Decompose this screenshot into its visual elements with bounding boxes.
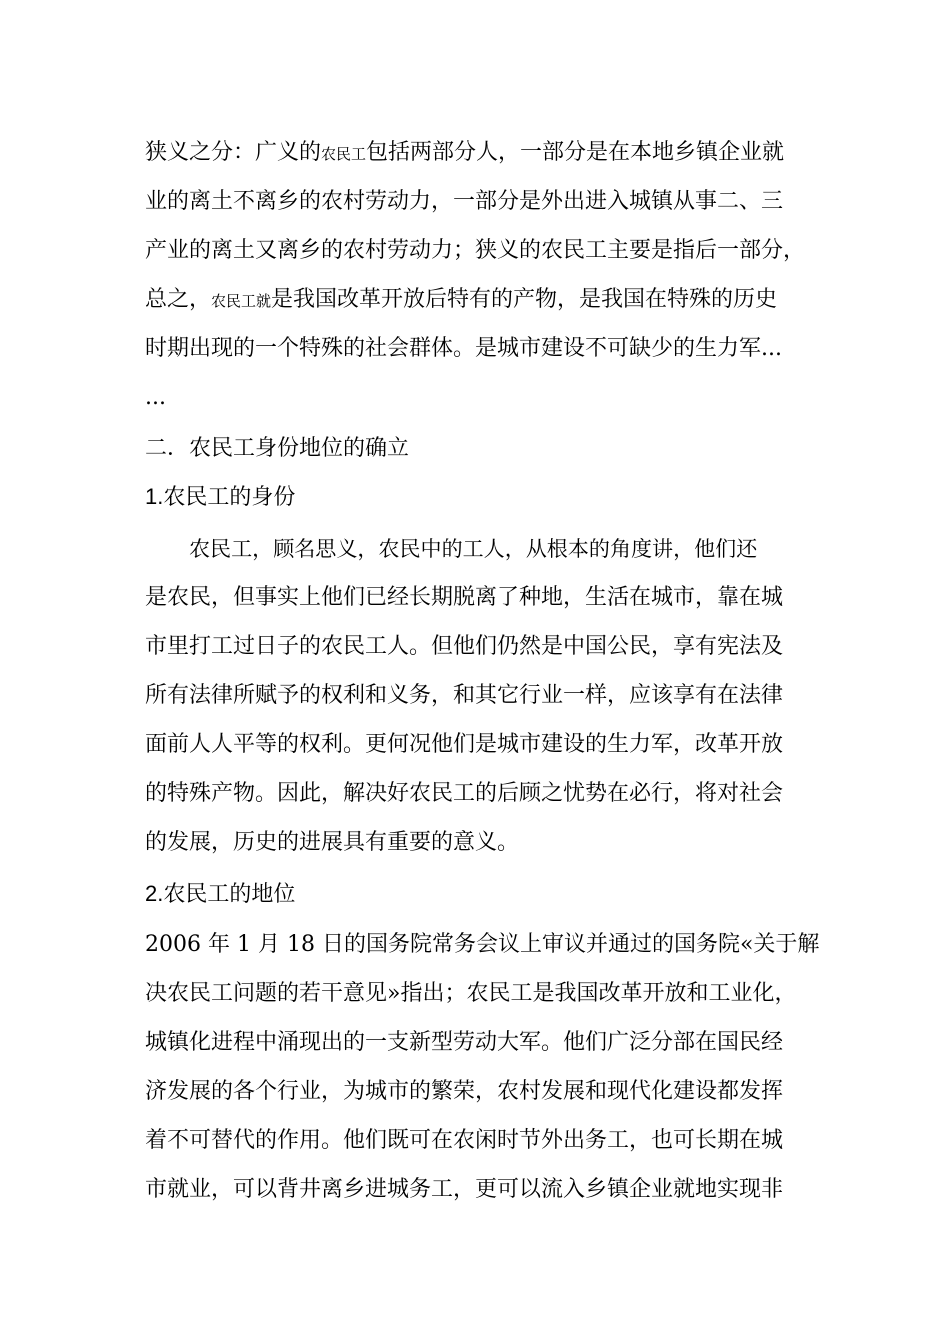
body-line: 2006 年 1 月 18 日的国务院常务会议上审议并通过的国务院«关于解 bbox=[145, 932, 820, 957]
body-line: 的发展，历史的进展具有重要的意义。 bbox=[145, 830, 520, 855]
body-line: 是农民，但事实上他们已经长期脱离了种地，生活在城市，靠在城 bbox=[145, 585, 784, 610]
subsection-heading-2: 2.农民工的地位 bbox=[145, 881, 296, 906]
paragraph-line-4 bbox=[145, 275, 825, 324]
paragraph-line-2: 业的离土不离乡的农村劳动力，一部分是外出进入城镇从事二、三 bbox=[145, 189, 784, 214]
body-line: 济发展的各个行业，为城市的繁荣，农村发展和现代化建设都发挥 bbox=[145, 1079, 784, 1104]
paragraph-line-5: 时期出现的一个特殊的社会群体。是城市建设不可缺少的生力军... bbox=[145, 336, 782, 361]
text-span: 是我国改革开放后特有的产物，是我国在特殊的历史 bbox=[271, 287, 778, 312]
text-span: 狭义之分：广义的 bbox=[145, 140, 322, 165]
body-line: 农民工，顾名思义，农民中的工人，从根本的角度讲，他们还 bbox=[189, 536, 758, 561]
body-line: 的特殊产物。因此，解决好农民工的后顾之忧势在必行，将对社会 bbox=[145, 781, 784, 806]
paragraph-line-6: ... bbox=[145, 385, 166, 410]
body-line: 市里打工过日子的农民工人。但他们仍然是中国公民，享有宪法及 bbox=[145, 634, 784, 659]
text-span: 总之， bbox=[145, 287, 212, 312]
paragraph-line-3: 产业的离土又离乡的农村劳动力；狭义的农民工主要是指后一部分， bbox=[145, 238, 806, 263]
subsection-heading-1: 1.农民工的身份 bbox=[145, 484, 296, 509]
body-line: 决农民工问题的若干意见»指出；农民工是我国改革开放和工业化， bbox=[145, 981, 797, 1006]
section-heading: 二．农民工身份地位的确立 bbox=[145, 436, 410, 461]
body-line: 市就业，可以背井离乡进城务工，更可以流入乡镇企业就地实现非 bbox=[145, 1177, 784, 1202]
body-line: 所有法律所赋予的权利和义务，和其它行业一样，应该享有在法律 bbox=[145, 683, 784, 708]
body-line: 着不可替代的作用。他们既可在农闲时节外出务工，也可长期在城 bbox=[145, 1128, 784, 1153]
text-span-small: 农民工就 bbox=[211, 292, 272, 310]
body-line: 城镇化进程中涌现出的一支新型劳动大军。他们广泛分部在国民经 bbox=[145, 1030, 784, 1055]
body-line: 面前人人平等的权利。更何况他们是城市建设的生力军，改革开放 bbox=[145, 732, 784, 757]
text-span-small: 农民工 bbox=[321, 145, 367, 163]
text-span: 包括两部分人，一部分是在本地乡镇企业就 bbox=[366, 140, 785, 165]
paragraph-line-1 bbox=[145, 128, 825, 177]
